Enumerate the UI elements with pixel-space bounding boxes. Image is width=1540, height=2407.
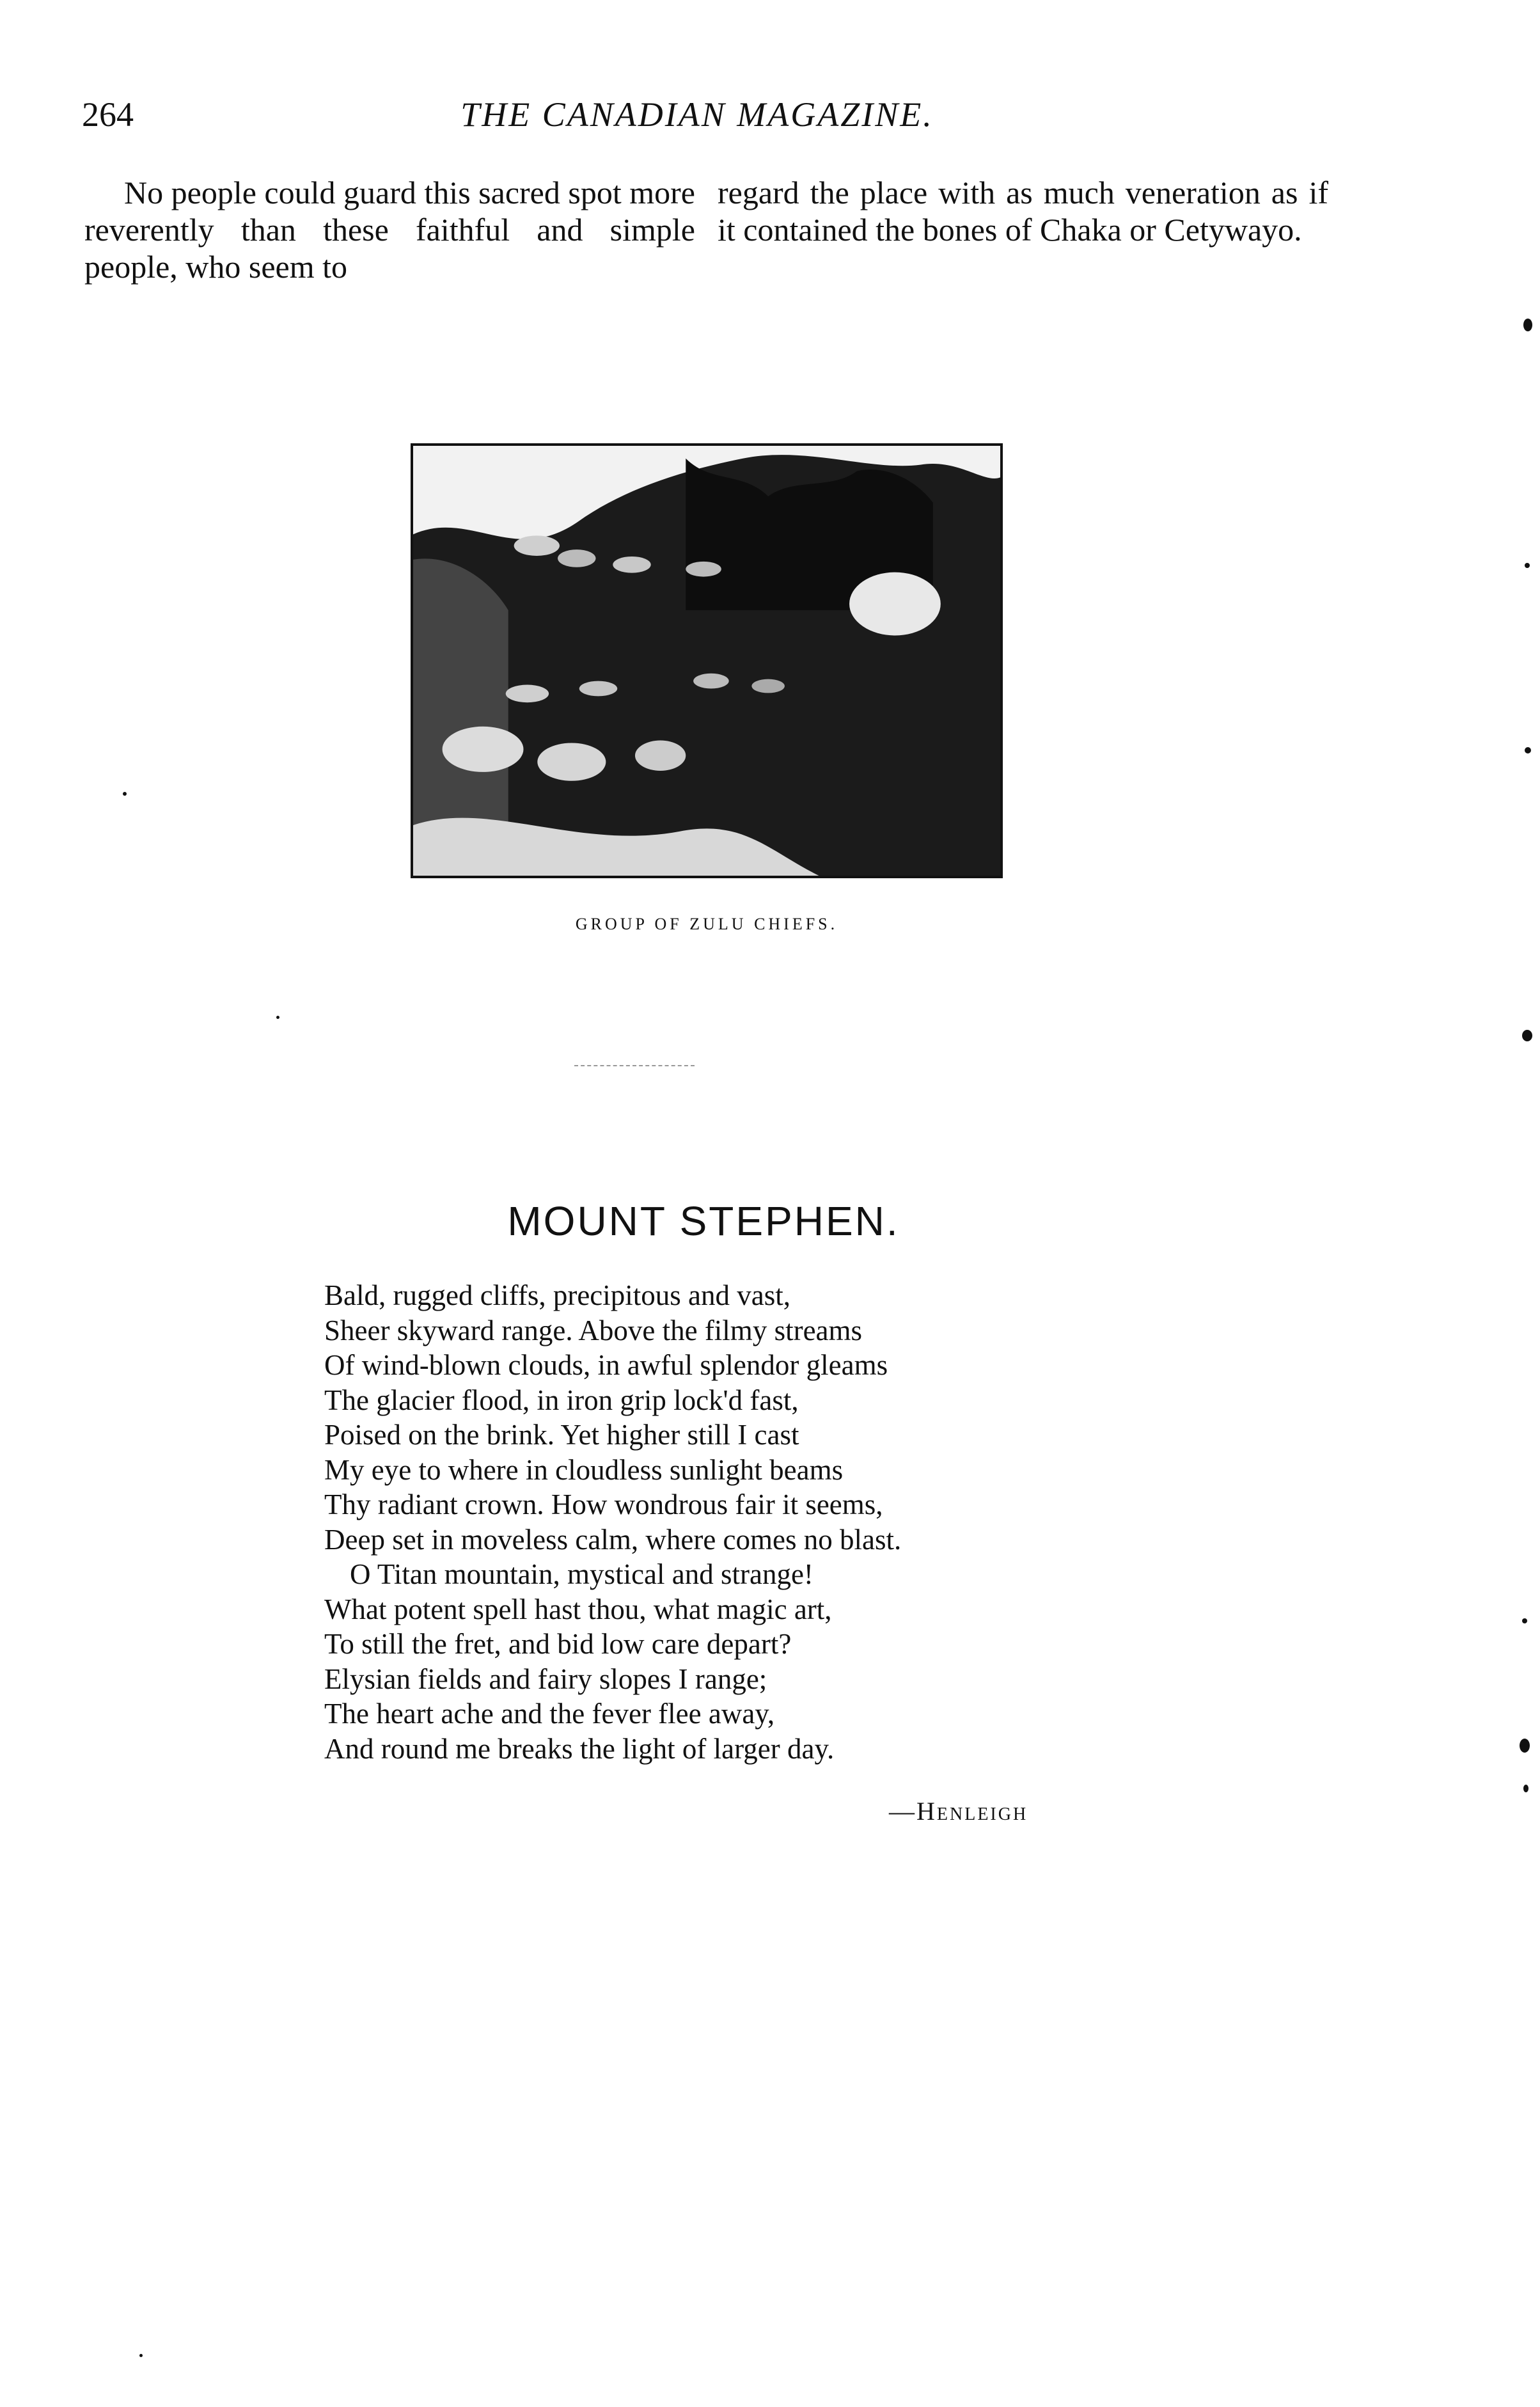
poem-line: What potent spell hast thou, what magic art,: [324, 1593, 832, 1625]
margin-speck: [1522, 1030, 1532, 1041]
article-left-column: No people could guard this sacred spot more reverently than these faithful and simple people, who seem to: [84, 175, 695, 285]
margin-speck: [1525, 747, 1531, 754]
poem-line: Of wind-blown clouds, in awful splendor gleams: [324, 1349, 888, 1381]
poem-line: The glacier flood, in iron grip lock'd fast,: [324, 1384, 799, 1416]
poem-line: Sheer skyward range. Above the filmy streams: [324, 1314, 863, 1346]
poem-line: Thy radiant crown. How wondrous fair it seems,: [324, 1488, 883, 1520]
poem-line: O Titan mountain, mystical and strange!: [350, 1558, 813, 1590]
poem-line: Deep set in moveless calm, where comes no blast.: [324, 1523, 902, 1556]
margin-speck: [276, 1016, 279, 1019]
margin-speck: [1523, 319, 1532, 331]
page-number: 264: [82, 95, 134, 134]
poem-title: MOUNT STEPHEN.: [507, 1198, 900, 1244]
poem-line: The heart ache and the fever flee away,: [324, 1698, 775, 1730]
poem-signature: —Henleigh: [889, 1797, 1028, 1826]
running-title: THE CANADIAN MAGAZINE.: [460, 95, 934, 134]
poem-line: Elysian fields and fairy slopes I range;: [324, 1662, 767, 1695]
margin-speck: [1520, 1739, 1530, 1753]
poem-body: [324, 1278, 1104, 1766]
margin-speck: [123, 792, 127, 796]
article-right-column: regard the place with as much veneration as if it contained the bones of Chaka or Cetywayo.: [718, 175, 1328, 248]
poem-line: Bald, rugged cliffs, precipitous and vast,: [324, 1279, 791, 1311]
section-divider: [574, 1065, 695, 1066]
margin-speck: [1523, 1785, 1528, 1792]
zulu-chiefs-photograph: [411, 443, 1003, 878]
poem-line: And round me breaks the light of larger day.: [324, 1732, 835, 1765]
photo-caption: GROUP OF ZULU CHIEFS.: [575, 915, 838, 933]
margin-speck: [139, 2354, 143, 2357]
photo-illustration: [413, 446, 1000, 876]
margin-speck: [1522, 1618, 1527, 1623]
poem-line: Poised on the brink. Yet higher still I cast: [324, 1419, 799, 1451]
poem-line: To still the fret, and bid low care depart?: [324, 1628, 792, 1660]
poem-line: My eye to where in cloudless sunlight beams: [324, 1453, 844, 1486]
margin-speck: [1525, 563, 1530, 568]
